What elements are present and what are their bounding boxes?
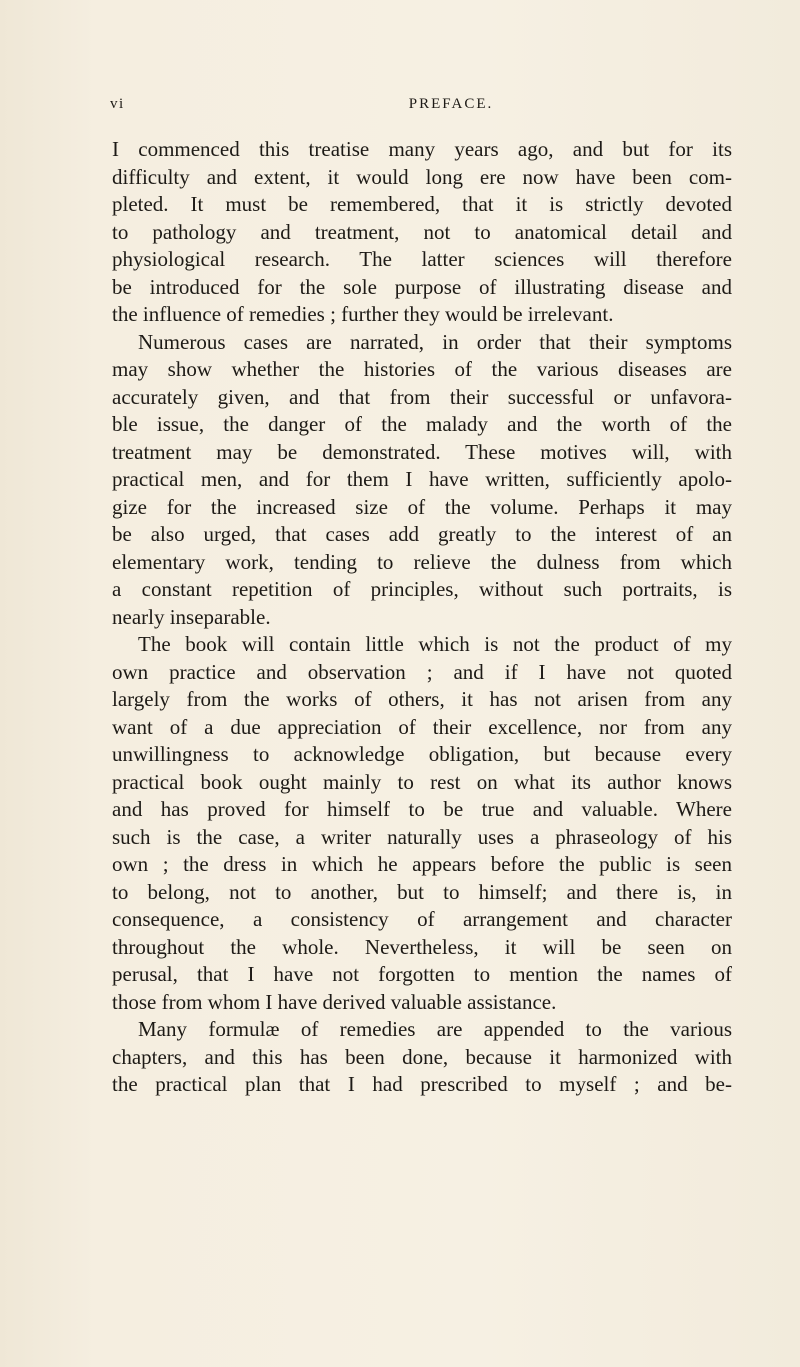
text-line: be also urged, that cases add greatly to the interest of an [112,522,732,546]
text-line: accurately given, and that from their successful or unfavora- [112,384,732,409]
text-line: Many formulæ of remedies are appended to the various [138,1017,732,1041]
text-line: nearly inseparable. [112,604,271,629]
preface-text [112,136,732,1099]
page-number: vi [110,96,125,112]
text-line: difficulty and extent, it would long ere now have been com- [112,164,732,189]
text-line: I commenced this treatise many years ago, and but for its [112,137,732,161]
text-line: practical book ought mainly to rest on what its author knows [112,769,732,794]
text-line: consequence, a consistency of arrangement and character [112,907,732,931]
text-line: pleted. It must be remembered, that it is strictly devoted [112,192,732,216]
text-line: physiological research. The latter sciences will therefore [112,247,732,271]
text-line: those from whom I have derived valuable assistance. [112,989,557,1014]
text-line: treatment may be demonstrated. These motives will, with [112,439,732,464]
text-line: elementary work, tending to relieve the dulness from which [112,549,732,574]
text-line: perusal, that I have not forgotten to mention the names of [112,962,732,986]
running-head [110,96,732,122]
text-line: largely from the works of others, it has not arisen from any [112,687,732,711]
text-line: want of a due appreciation of their excellence, nor from any [112,714,732,739]
text-line: such is the case, a writer naturally uses a phraseology of his [112,824,732,849]
text-line: unwillingness to acknowledge obligation, but because every [112,742,732,766]
text-line: may show whether the histories of the various diseases are [112,357,732,381]
text-line: practical men, and for them I have written, sufficiently apolo- [112,467,732,491]
text-line: to pathology and treatment, not to anatomical detail and [112,219,732,244]
text-line: The book will contain little which is not the product of my [138,632,732,656]
text-line: own practice and observation ; and if I have not quoted [112,659,732,684]
text-line: own ; the dress in which he appears before the public is seen [112,852,732,876]
text-line: to belong, not to another, but to himself; and there is, in [112,879,732,904]
text-line: be introduced for the sole purpose of illustrating disease and [112,274,732,299]
text-line: gize for the increased size of the volume. Perhaps it may [112,494,732,519]
text-line: ble issue, the danger of the malady and the worth of the [112,412,732,436]
running-head-title: PREFACE. [408,96,494,112]
text-line: the influence of remedies ; further they would be irrelevant. [112,302,614,326]
text-line: throughout the whole. Nevertheless, it will be seen on [112,934,732,959]
text-line: Numerous cases are narrated, in order that their symptoms [138,329,732,354]
text-line: the practical plan that I had prescribed to myself ; and be- [112,1072,732,1096]
text-line: a constant repetition of principles, without such portraits, is [112,577,732,601]
text-line: and has proved for himself to be true and valuable. Where [112,797,732,821]
text-line: chapters, and this has been done, because it harmonized with [112,1044,732,1069]
